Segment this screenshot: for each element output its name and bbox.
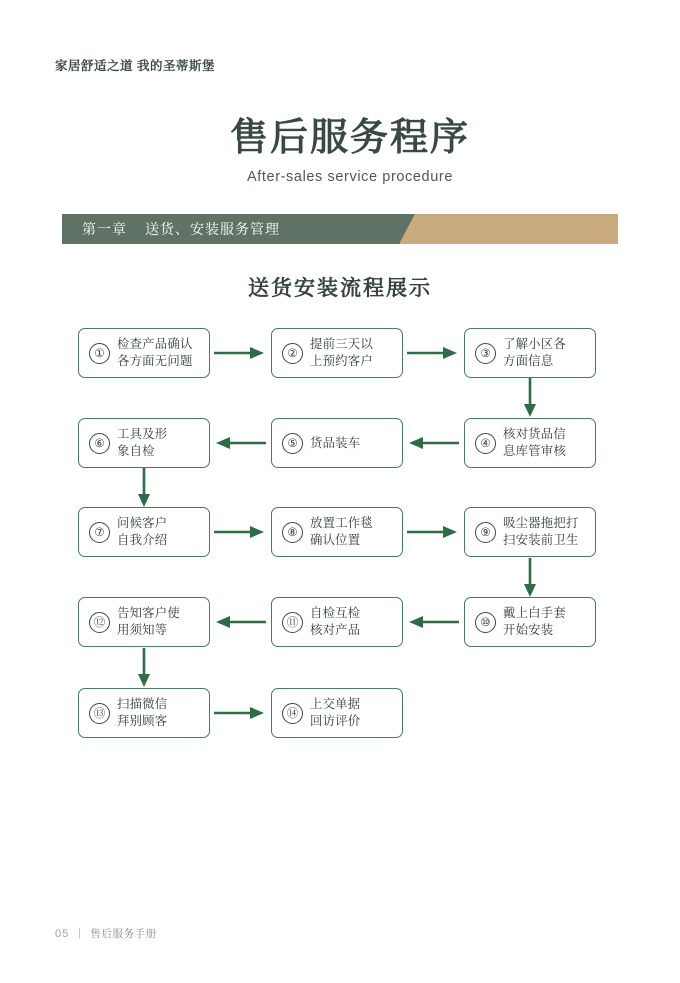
flow-node-11-line1: 自检互检 (310, 606, 361, 621)
flow-node-8[interactable] (271, 507, 403, 557)
flow-arrow-1-2-icon (214, 345, 266, 361)
flow-node-2[interactable] (271, 328, 403, 378)
flow-node-5-label (310, 435, 360, 452)
flow-node-4[interactable] (464, 418, 596, 468)
flow-node-3-number: ③ (475, 343, 496, 364)
flow-node-7[interactable] (78, 507, 210, 557)
chapter-bar (62, 214, 618, 244)
flow-node-6[interactable] (78, 418, 210, 468)
flow-node-14[interactable] (271, 688, 403, 738)
flow-node-13-line1: 扫描微信 (117, 697, 168, 712)
flow-node-5-number: ⑤ (282, 433, 303, 454)
flow-node-13-number: ⑬ (89, 703, 110, 724)
flow-node-7-line1: 问候客户 (117, 516, 168, 531)
flow-arrow-9-10-icon (521, 558, 539, 598)
page-number: 05 (55, 927, 70, 940)
flow-node-2-number: ② (282, 343, 303, 364)
page-title-cn: 售后服务程序 (229, 117, 470, 159)
flow-node-1-line2: 各方面无问题 (117, 354, 193, 368)
chapter-bar-green (62, 214, 400, 244)
flow-node-12-line1: 告知客户使 (117, 606, 180, 621)
flow-node-6-label (117, 426, 167, 459)
flow-node-12-label (117, 605, 180, 638)
flow-node-9-line1: 吸尘器拖把打 (503, 516, 579, 531)
flow-node-2-line1: 提前三天以 (310, 337, 373, 352)
flow-node-5[interactable] (271, 418, 403, 468)
flow-node-10[interactable] (464, 597, 596, 647)
flow-arrow-13-14-icon (214, 705, 266, 721)
flow-arrow-5-6-icon (214, 435, 266, 451)
flow-node-9-line2: 扫安装前卫生 (503, 533, 579, 547)
flow-node-7-number: ⑦ (89, 522, 110, 543)
flow-node-4-label (503, 426, 566, 459)
chapter-number: 第一章 (82, 221, 127, 237)
flow-node-1-label (117, 336, 193, 369)
footer-divider (79, 928, 80, 939)
flow-node-8-label (310, 515, 373, 548)
flow-node-6-line1: 工具及形 (117, 427, 168, 442)
flow-node-10-line1: 戴上白手套 (503, 606, 566, 621)
flow-node-5-line1: 货品装车 (310, 435, 361, 450)
flow-node-10-line2: 开始安装 (503, 623, 554, 637)
flow-node-2-label (310, 336, 373, 369)
flow-node-4-number: ④ (475, 433, 496, 454)
footer (55, 926, 157, 941)
flow-node-1-line1: 检查产品确认 (117, 337, 193, 352)
flow-node-7-line2: 自我介绍 (117, 533, 168, 547)
flow-node-11-label (310, 605, 360, 638)
page-title-en: After-sales service procedure (247, 168, 453, 185)
flow-node-2-line2: 上预约客户 (310, 354, 373, 368)
flow-node-9[interactable] (464, 507, 596, 557)
chapter-bar-accent (400, 214, 618, 244)
flow-node-9-number: ⑨ (475, 522, 496, 543)
flow-node-14-label (310, 696, 360, 729)
section-title: 送货安装流程展示 (248, 277, 432, 300)
flow-node-4-line2: 息库管审核 (503, 444, 566, 458)
flow-node-8-line2: 确认位置 (310, 533, 361, 547)
flow-node-11-number: ⑪ (282, 612, 303, 633)
flow-node-11-line2: 核对产品 (310, 623, 361, 637)
flow-node-13-label (117, 696, 167, 729)
flow-node-11[interactable] (271, 597, 403, 647)
flow-arrow-11-12-icon (214, 614, 266, 630)
flow-node-12[interactable] (78, 597, 210, 647)
flow-node-9-label (503, 515, 579, 548)
flow-arrow-10-11-icon (407, 614, 459, 630)
chapter-title: 送货、安装服务管理 (145, 221, 280, 237)
flow-node-1-number: ① (89, 343, 110, 364)
flow-node-14-line2: 回访评价 (310, 714, 361, 728)
flow-arrow-2-3-icon (407, 345, 459, 361)
flow-node-8-line1: 放置工作毯 (310, 516, 373, 531)
flow-arrow-8-9-icon (407, 524, 459, 540)
header-brand: 家居舒适之道 我的圣蒂斯堡 (55, 59, 215, 73)
flow-node-14-number: ⑭ (282, 703, 303, 724)
flow-node-10-number: ⑩ (475, 612, 496, 633)
flow-node-8-number: ⑧ (282, 522, 303, 543)
flow-node-1[interactable] (78, 328, 210, 378)
flow-node-6-line2: 象自检 (117, 444, 155, 458)
flow-node-7-label (117, 515, 167, 548)
flow-node-3-label (503, 336, 566, 369)
flow-node-12-number: ⑫ (89, 612, 110, 633)
flow-arrow-12-13-icon (135, 648, 153, 688)
flow-node-6-number: ⑥ (89, 433, 110, 454)
flow-node-13-line2: 拜别顾客 (117, 714, 168, 728)
flow-node-13[interactable] (78, 688, 210, 738)
flow-node-3[interactable] (464, 328, 596, 378)
flow-arrow-3-4-icon (521, 378, 539, 418)
flow-node-4-line1: 核对货品信 (503, 427, 566, 442)
flow-arrow-6-7-icon (135, 468, 153, 508)
page-title (0, 118, 680, 185)
flow-node-10-label (503, 605, 566, 638)
flow-node-3-line2: 方面信息 (503, 354, 554, 368)
flow-node-14-line1: 上交单据 (310, 697, 361, 712)
flow-arrow-4-5-icon (407, 435, 459, 451)
flow-node-3-line1: 了解小区各 (503, 337, 566, 352)
flow-node-12-line2: 用须知等 (117, 623, 168, 637)
flow-arrow-7-8-icon (214, 524, 266, 540)
footer-text: 售后服务手册 (90, 928, 157, 940)
